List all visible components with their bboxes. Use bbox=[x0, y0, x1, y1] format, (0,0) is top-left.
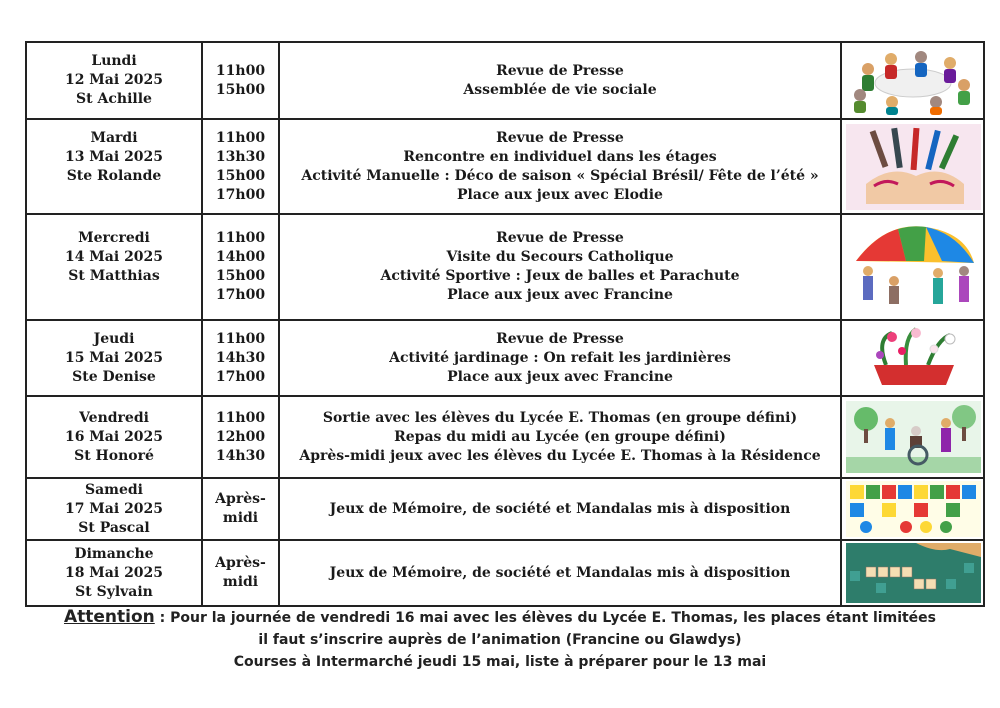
day-date: 14 Mai 2025 bbox=[64, 249, 164, 265]
activity-line: Revue de Presse bbox=[496, 129, 624, 146]
attention-text: : Pour la journée de vendredi 16 mai avec les élèves du Lycée E. Thomas, les places étant limitées bbox=[154, 610, 937, 626]
scrabble-game-illustration bbox=[846, 543, 981, 603]
day-name: Mercredi bbox=[78, 230, 150, 246]
time-slot: 11h00 bbox=[215, 330, 266, 347]
time-slot: 11h00 bbox=[215, 129, 266, 146]
image-cell bbox=[841, 396, 984, 478]
day-name: Lundi bbox=[91, 53, 137, 69]
time-slot: 11h00 bbox=[215, 62, 266, 79]
activity-cell bbox=[279, 119, 841, 214]
image-cell bbox=[841, 540, 984, 606]
day-date: 13 Mai 2025 bbox=[64, 148, 164, 165]
image-cell bbox=[841, 478, 984, 540]
table-row bbox=[26, 396, 984, 478]
time-slot: midi bbox=[222, 510, 259, 526]
meeting-circle-illustration bbox=[846, 47, 981, 115]
day-date: 12 Mai 2025 bbox=[64, 72, 164, 88]
day-cell bbox=[26, 42, 202, 119]
parachute-game-illustration bbox=[846, 221, 981, 313]
activity-cell bbox=[279, 478, 841, 540]
activity-line: Activité jardinage : On refait les jardinières bbox=[389, 349, 731, 366]
activity-line: Visite du Secours Catholique bbox=[446, 249, 674, 265]
time-slot: 11h00 bbox=[215, 409, 266, 426]
day-name: Dimanche bbox=[74, 545, 154, 562]
activity-line: Revue de Presse bbox=[496, 230, 624, 246]
activity-cell bbox=[279, 320, 841, 396]
day-saint: Ste Rolande bbox=[66, 167, 162, 184]
day-date: 16 Mai 2025 bbox=[64, 428, 164, 445]
activity-line: Jeux de Mémoire, de société et Mandalas mis à disposition bbox=[329, 564, 791, 581]
activity-line: Jeux de Mémoire, de société et Mandalas mis à disposition bbox=[329, 500, 791, 517]
time-slot: 17h00 bbox=[215, 287, 266, 303]
table-row bbox=[26, 320, 984, 396]
activity-line: Activité Sportive : Jeux de balles et Parachute bbox=[380, 268, 740, 284]
day-date: 18 Mai 2025 bbox=[64, 564, 164, 581]
day-saint: St Honoré bbox=[74, 447, 154, 464]
time-slot: 14h00 bbox=[215, 249, 266, 265]
time-slot: midi bbox=[222, 574, 259, 590]
day-name: Samedi bbox=[84, 481, 143, 498]
time-slot: 15h00 bbox=[215, 81, 266, 98]
image-cell bbox=[841, 214, 984, 320]
time-slot: 11h00 bbox=[215, 230, 266, 246]
time-slot: 15h00 bbox=[215, 167, 266, 184]
activity-cell bbox=[279, 396, 841, 478]
activity-line: Activité Manuelle : Déco de saison « Spécial Brésil/ Fête de l’été » bbox=[301, 167, 819, 184]
activity-line: Après-midi jeux avec les élèves du Lycée E. Thomas à la Résidence bbox=[299, 447, 821, 464]
time-slot: 12h00 bbox=[215, 428, 266, 445]
table-row bbox=[26, 540, 984, 606]
time-slot: 15h00 bbox=[215, 268, 266, 284]
schedule-table bbox=[25, 41, 985, 607]
footer-notes bbox=[0, 606, 1000, 673]
image-cell bbox=[841, 320, 984, 396]
day-saint: St Achille bbox=[76, 91, 152, 107]
board-game-illustration bbox=[846, 481, 981, 537]
activity-line: Assemblée de vie sociale bbox=[463, 81, 657, 98]
time-slot: 14h30 bbox=[215, 447, 266, 464]
activity-line: Place aux jeux avec Elodie bbox=[457, 186, 663, 203]
day-date: 15 Mai 2025 bbox=[64, 349, 164, 366]
attention-line bbox=[0, 606, 1000, 629]
table-row bbox=[26, 214, 984, 320]
day-saint: St Sylvain bbox=[75, 583, 153, 600]
flower-planter-illustration bbox=[846, 325, 981, 391]
time-cell bbox=[202, 119, 279, 214]
registration-note: il faut s’inscrire auprès de l’animation (Francine ou Glawdys) bbox=[258, 632, 742, 648]
time-slot: 17h00 bbox=[215, 368, 266, 385]
attention-label: Attention bbox=[63, 607, 155, 627]
day-saint: St Pascal bbox=[78, 519, 150, 536]
image-cell bbox=[841, 119, 984, 214]
shopping-note: Courses à Intermarché jeudi 15 mai, liste à préparer pour le 13 mai bbox=[233, 654, 767, 670]
image-cell bbox=[841, 42, 984, 119]
activity-line: Place aux jeux avec Francine bbox=[447, 287, 673, 303]
time-cell bbox=[202, 42, 279, 119]
activity-cell bbox=[279, 540, 841, 606]
table-row bbox=[26, 119, 984, 214]
activity-cell bbox=[279, 214, 841, 320]
time-cell bbox=[202, 478, 279, 540]
day-name: Mardi bbox=[90, 129, 138, 146]
day-cell bbox=[26, 214, 202, 320]
time-slot: Après- bbox=[215, 491, 266, 507]
time-slot: 17h00 bbox=[215, 186, 266, 203]
day-saint: Ste Denise bbox=[72, 368, 156, 385]
day-saint: St Matthias bbox=[68, 268, 160, 284]
day-cell bbox=[26, 396, 202, 478]
day-date: 17 Mai 2025 bbox=[64, 500, 164, 517]
paintbrushes-illustration bbox=[846, 124, 981, 210]
time-cell bbox=[202, 396, 279, 478]
day-cell bbox=[26, 119, 202, 214]
time-slot: 13h30 bbox=[215, 148, 266, 165]
time-cell bbox=[202, 320, 279, 396]
activity-line: Sortie avec les élèves du Lycée E. Thomas (en groupe défini) bbox=[322, 409, 798, 426]
time-slot: Après- bbox=[215, 555, 266, 571]
time-cell bbox=[202, 540, 279, 606]
activity-line: Revue de Presse bbox=[496, 62, 624, 79]
time-slot: 14h30 bbox=[215, 349, 266, 366]
day-name: Jeudi bbox=[93, 330, 135, 347]
table-row bbox=[26, 42, 984, 119]
activity-cell bbox=[279, 42, 841, 119]
activity-line: Rencontre en individuel dans les étages bbox=[403, 148, 717, 165]
day-cell bbox=[26, 320, 202, 396]
activity-line: Revue de Presse bbox=[496, 330, 624, 347]
day-cell bbox=[26, 478, 202, 540]
activity-line: Repas du midi au Lycée (en groupe défini) bbox=[394, 428, 726, 445]
students-and-elders-illustration bbox=[846, 401, 981, 473]
time-cell bbox=[202, 214, 279, 320]
day-cell bbox=[26, 540, 202, 606]
day-name: Vendredi bbox=[79, 409, 149, 426]
activity-line: Place aux jeux avec Francine bbox=[447, 368, 673, 385]
table-row bbox=[26, 478, 984, 540]
